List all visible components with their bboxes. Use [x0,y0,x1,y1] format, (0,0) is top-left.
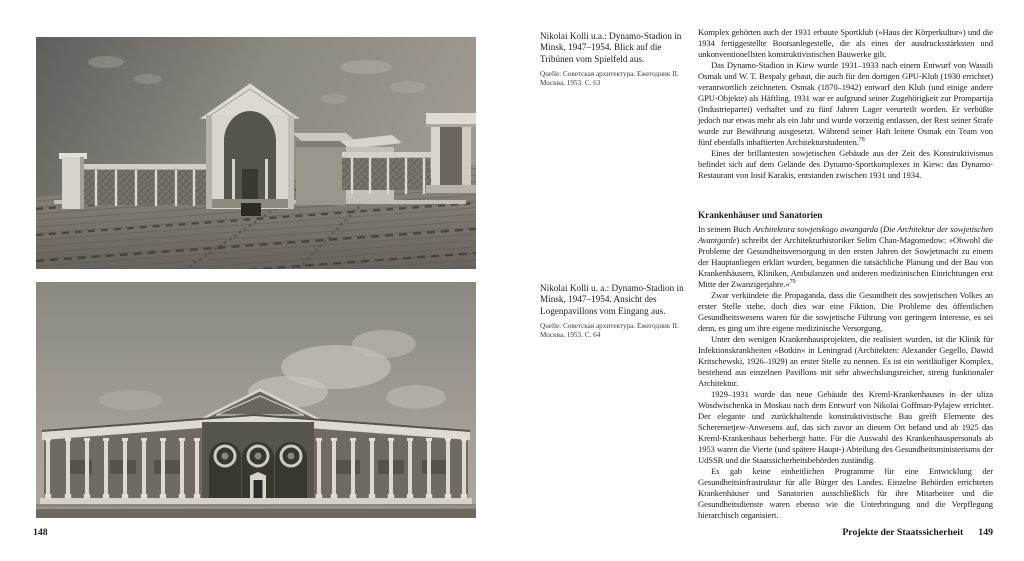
caption-stadium-tribunes [540,31,692,88]
caption-source: Quelle: Советская архитектура. Ежегодник II. Москва, 1953. С. 64 [540,322,679,340]
paragraph-with-book-title [698,224,993,290]
article-column [698,27,993,521]
paragraph-text: In seinem Buch [698,224,753,234]
photo-loggia-pavilion [36,282,476,518]
paragraph: Komplex gehörten auch der 1931 erbaute Sportklub (»Haus der Körperkultur«) und die 1934 fertiggestellte Bootsanlegestelle, die als eines der ausdrucksstärksten und unkonventionellsten konstruktivistischen Bauwerke gilt. [698,27,993,59]
paragraph: Unter den wenigen Krankenhausprojekten, die realisiert wurden, ist die Klinik für Infektionskrankheiten »Botkin« in Leningrad (Architekten: Alexander Gegello, Dawid Kritschewski, 1926–1929) an erster Stelle zu nennen. Es ist ein weitläufiger Komplex, bestehend aus einzelnen Pavillons mit sehr abwechslungsreicher, streng funktionaler Architektur. [698,334,993,388]
footnote-marker: 79 [789,279,796,286]
footer-right [842,527,993,538]
paragraph-text: ( [878,224,883,234]
caption-source: Quelle: Советская архитектура. Ежегодник II. Москва, 1953. С. 63 [540,70,679,88]
caption-text: Nikolai Kolli u. a.: Dynamo-Stadion in Minsk, 1947–1954. Ansicht des Logenpavillons vom Eingang aus. [540,283,684,316]
book-title: Architektura sowjetskogo awangarda [752,224,879,234]
page-number-right: 149 [978,527,993,538]
paragraph: 1929–1931 wurde das neue Gebäude des Kreml-Krankenhauses in der uliza Wosdwischenka in Moskau nach dem Entwurf von Nikolai Goffman-Pylajew errichtet. Der elegante und zurückhaltende konstruktivistische Bau greift Elemente des Scheremetjew-Anwesens auf, das sich zuvor an diesem Ort befand und ab 1925 das Kreml-Krankenhaus beherbergt hatte. Für die Auswahl des Krankenhauspersonals ab 1953 waren die Vierte (und spätere Haupt-) Abteilung des Gesundheitsministeriums der UdSSR und die Staatssicherheitsbehörden zuständig. [698,389,993,465]
footnote-marker: 78 [858,137,865,144]
photo-stadium-tribunes-graphic [36,37,476,269]
paragraph-text: ) schreibt der Architekturhistoriker Selim Chan-Magomedow: »Obwohl die Probleme der Gesundheitsversorgung in den ersten Jahren der Sowjetmacht zu einem der Hauptanliegen erklärt wurden, begannen die tatsächliche Planung und der Bau von Krankenhäusern, Kliniken, Ambulanzen und anderen medizinischen Einrichtungen erst Mitte der Zwanzigerjahre.« [698,235,993,289]
paragraph: Es gab keine einheitlichen Programme für eine Entwicklung der Gesundheitsinfrastruktur für alle Bürger des Landes. Einzelne Behörden errichteten Krankenhäuser und Sanatorien ausschließlich für ihre Mitarbeiter und die Gesundheitsdienste waren ebenso wie die Unterbringung und die Verpflegung hierarchisch organisiert. [698,466,993,520]
running-title: Projekte der Staatssicherheit [842,527,964,538]
caption-loggia-pavilion [540,283,692,340]
section-heading: Krankenhäuser und Sanatorien [698,210,823,220]
paragraph: Zwar verkündete die Propaganda, dass die Gesundheit des sowjetischen Volkes an erster Stelle stehe, doch dies war eine Fiktion. Die Probleme des öffentlichen Gesundheitswesens waren für die sowjetische Führung von geringem Interesse, es sei denn, es ging um ihre eigene medizinische Versorgung. [698,290,993,333]
page-number-left: 148 [33,527,48,538]
book-title-translation: Die Architektur der sowjetischen Avantgarde [698,224,993,245]
caption-text: Nikolai Kolli u.a.: Dynamo-Stadion in Minsk, 1947–1954. Blick auf die Tribünen vom Spielfeld aus. [540,31,682,64]
paragraph-text: Das Dynamo-Stadion in Kiew wurde 1931–1933 nach einem Entwurf von Wassili Osmak und W. T. Bespaly gebaut, die auch für den dortigen GPU-Klub (1930 errichtet) verantwortlich zeichneten. Osmak (1870–1942) entwarf den Klub (und einige andere GPU-Objekte) als Häftling. 1931 war er aufgrund seiner Zugehörigkeit zur Prompartija (Industriepartei) verhaftet und zu fünf Jahren Lager verurteilt worden. Er verbüßte jedoch nur etwas mehr als ein Jahr und wurde vorzeitig entlassen, der Rest seiner Strafe wurde zur Bewährung ausgesetzt. Während seiner Haft leitete Osmak ein Team von fünf ebenfalls inhaftierten Architekturstudenten. [698,60,993,147]
paragraph [698,60,993,148]
photo-stadium-tribunes [36,37,476,269]
photo-loggia-pavilion-graphic [36,282,476,518]
paragraph: Eines der brillantesten sowjetischen Gebäude aus der Zeit des Konstruktivismus befindet sich auf dem Gelände des Dynamo-Sportkomplexes in Kiew: das Dynamo-Restaurant von Iosif Karakis, entstanden zwischen 1931 und 1934. [698,148,993,180]
